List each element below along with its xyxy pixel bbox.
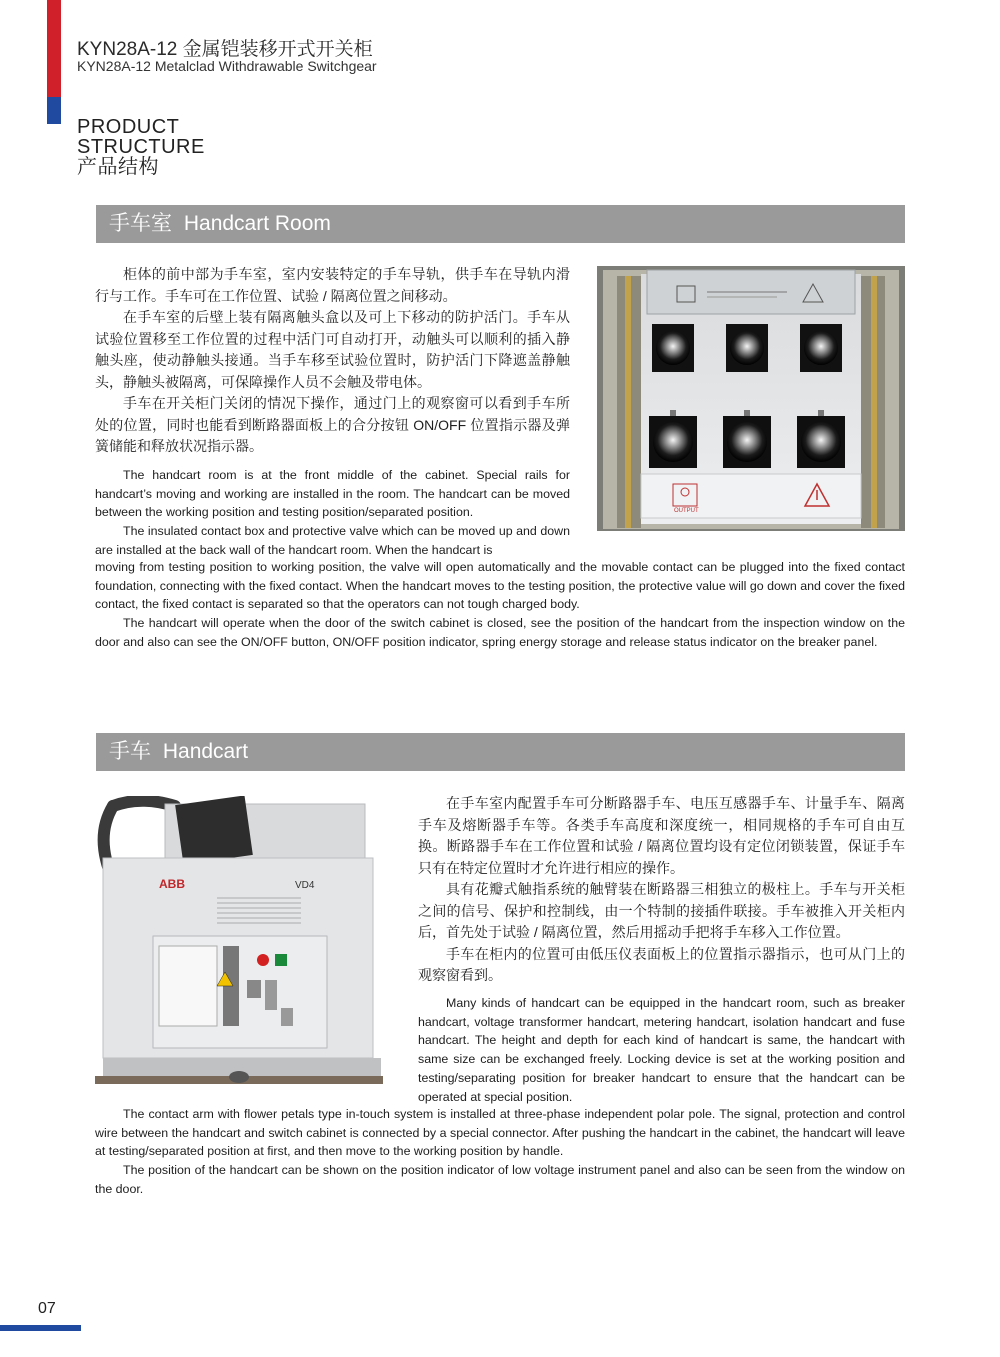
header-accent-red	[47, 0, 61, 97]
handcart-room-heading-cn: 手车室	[109, 212, 172, 235]
output-label: OUTPUT	[674, 508, 699, 514]
paragraph: 手车在开关柜门关闭的情况下操作，通过门上的观察窗可以看到手车所处的位置，同时也能看到断路器面板上的合分按钮 ON/OFF 位置指示器及弹簧储能和释放状况指示器。	[95, 395, 570, 454]
page-number: 07	[38, 1300, 56, 1317]
paragraph: The contact arm with flower petals type in-touch system is installed at three-phase independent polar pole. The signal, protection and control wire between the handcart and switch cabinet is connected by a special connector. After pushing the handcart in the cabinet, the handcart will leave at testing/separated position at first, and then move to the working position by handle.	[95, 1107, 905, 1159]
handcart-heading	[96, 733, 905, 771]
handcart-room-photo	[597, 266, 905, 531]
paragraph: The handcart room is at the front middle of the cabinet. Special rails for handcart’s moving and working are installed in the room. The handcart can be moved between the working position and testing position/separated position.	[95, 468, 570, 520]
footer-accent-line	[0, 1325, 81, 1331]
paragraph: 在手车室内配置手车可分断路器手车、电压互感器手车、计量手车、隔离手车及熔断器手车等。各类手车高度和深度统一，相同规格的手车可自由互换。断路器手车在工作位置和试验 / 隔离位置均设有定位闭锁装置，保证手车只有在特定位置时才允许进行相应的操作。	[418, 795, 905, 876]
handcart-room-heading-en: Handcart Room	[183, 212, 331, 235]
section-label-en-1: PRODUCT	[77, 116, 180, 138]
section-label-cn: 产品结构	[77, 156, 159, 178]
paragraph: Many kinds of handcart can be equipped in the handcart room, such as breaker handcart, voltage transformer handcart, metering handcart, isolation handcart and fuse handcart. The height and depth for each kind of handcart is same, the handcart with same size can be exchanged freely. Locking device is set at the working position and testing/separating position for breaker handcart to ensure that the handcart can be operated at special position.	[418, 996, 905, 1104]
handcart-room-cn-text	[95, 264, 570, 458]
section-label-en-2: STRUCTURE	[77, 136, 205, 158]
paragraph: 手车在柜内的位置可由低压仪表面板上的位置指示器指示，也可从门上的观察窗看到。	[418, 945, 905, 983]
abb-logo: ABB	[159, 877, 185, 891]
paragraph: The insulated contact box and protective valve which can be moved up and down are installed at the back wall of the handcart room. When the handcart is	[95, 524, 570, 557]
handcart-room-en-text-lower	[95, 558, 905, 652]
handcart-en-text-upper	[418, 994, 905, 1106]
doc-title-en: KYN28A-12 Metalclad Withdrawable Switchgear	[77, 58, 377, 74]
doc-title-cn: KYN28A-12 金属铠装移开式开关柜	[77, 39, 373, 60]
handcart-heading-cn: 手车	[109, 740, 151, 763]
header-accent-blue	[47, 97, 61, 124]
handcart-heading-en: Handcart	[162, 740, 249, 763]
paragraph: 柜体的前中部为手车室，室内安装特定的手车导轨，供手车在导轨内滑行与工作。手车可在工作位置、试验 / 隔离位置之间移动。	[95, 266, 570, 304]
paragraph: The handcart will operate when the door of the switch cabinet is closed, see the position of the handcart from the inspection window on the door and also can see the ON/OFF button, ON/OFF position indicator, spring energy storage and release status indicator on the breaker panel.	[95, 616, 905, 649]
paragraph: 具有花瓣式触指系统的触臂装在断路器三相独立的极柱上。手车与开关柜之间的信号、保护和控制线，由一个特制的接插件联接。手车被推入开关柜内后，首先处于试验 / 隔离位置，然后用摇动手把将手车移入工作位置。	[418, 881, 905, 940]
paragraph: The position of the handcart can be shown on the position indicator of low voltage instrument panel and also can be seen from the window on the door.	[95, 1163, 905, 1196]
handcart-cn-text	[418, 793, 905, 987]
handcart-room-en-text-upper	[95, 466, 570, 560]
section-label	[77, 117, 205, 177]
handcart-en-text-lower	[95, 1105, 905, 1199]
handcart-room-heading	[96, 205, 905, 243]
handcart-photo	[95, 796, 383, 1088]
paragraph: moving from testing position to working position, the valve will open automatically and the movable contact can be plugged into the fixed contact foundation, connecting with the fixed contact. When the handcart moves to the testing position, the protective value will go down and cover the fixed contact, the fixed contact is separated so that the operators can not tough charged body.	[95, 560, 905, 612]
paragraph: 在手车室的后壁上装有隔离触头盒以及可上下移动的防护活门。手车从试验位置移至工作位置的过程中活门可自动打开，动触头可以顺利的插入静触头座，使动静触头接通。当手车移至试验位置时，防护活门下降遮盖静触头，静触头被隔离，可保障操作人员不会触及带电体。	[95, 309, 570, 390]
model-label: VD4	[295, 880, 315, 891]
